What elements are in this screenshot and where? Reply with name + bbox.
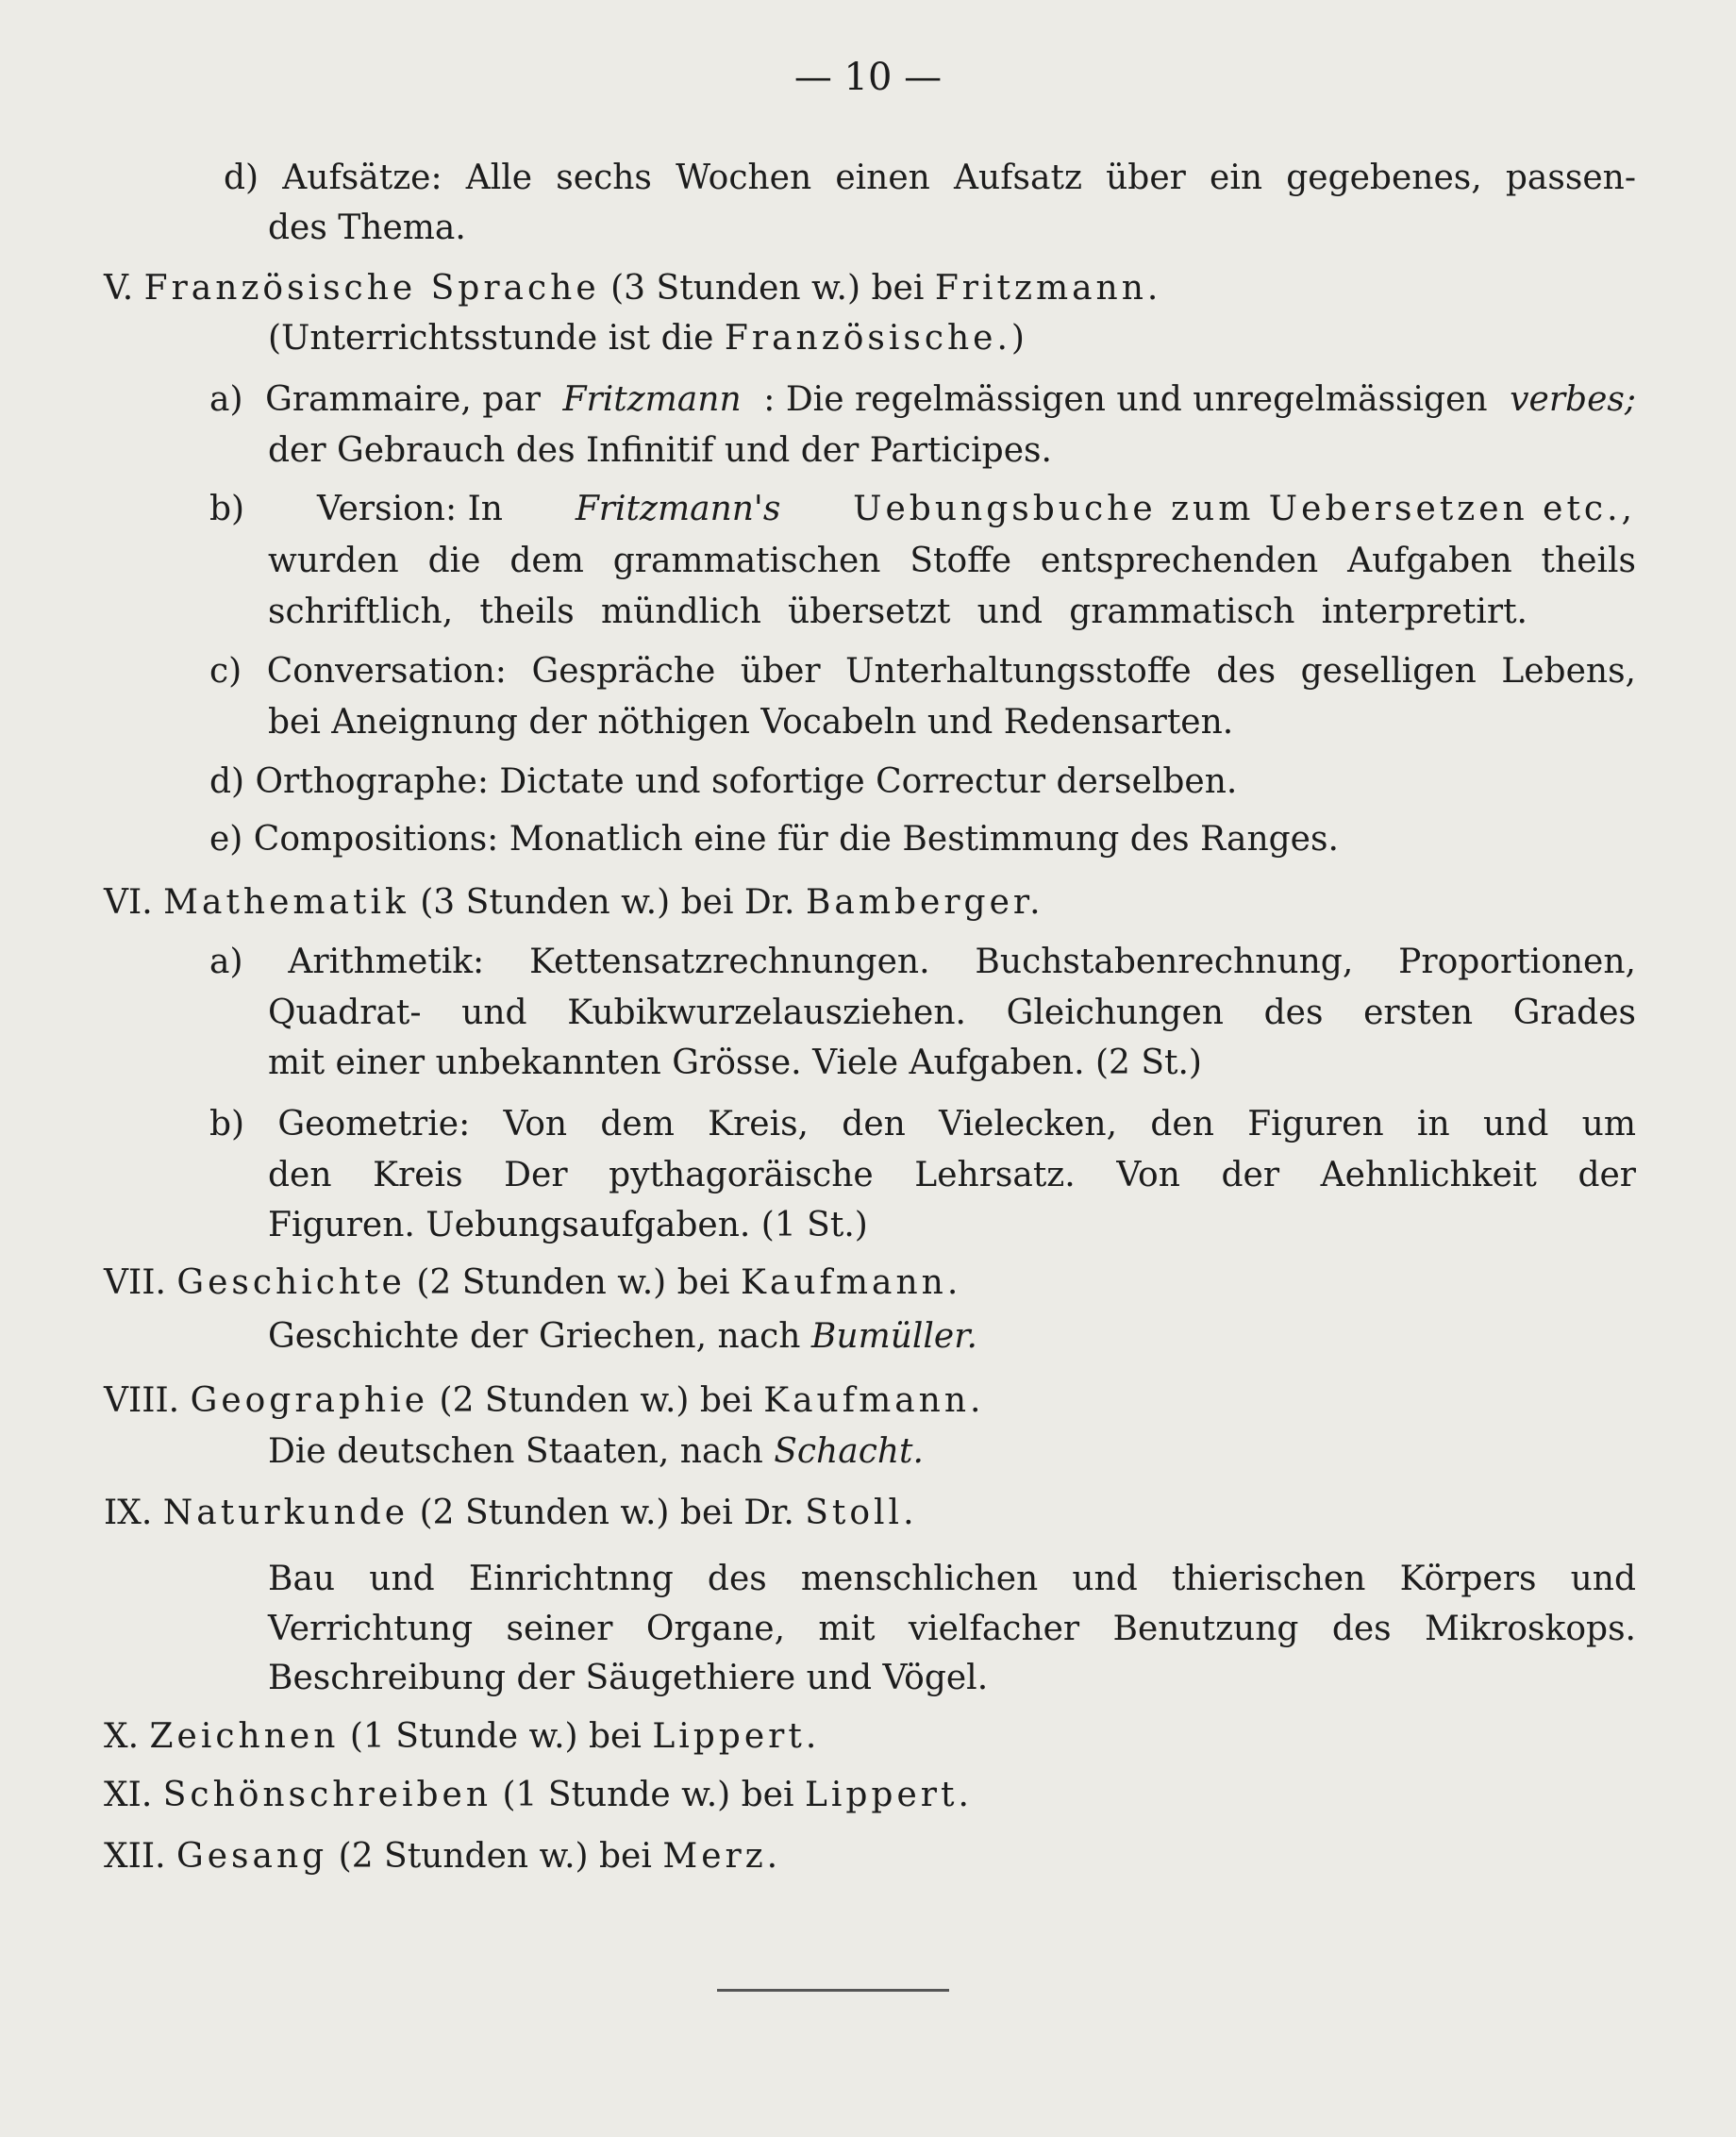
- section-number: V.: [104, 269, 134, 308]
- naturkunde-line-2: Verrichtung seiner Organe, mit vielfacher Benutzung des Mikroskops.: [268, 1610, 1636, 1648]
- subject-name: Französische Sprache: [143, 269, 600, 308]
- section-xii-heading: [104, 1834, 781, 1879]
- author-name: Schacht.: [774, 1432, 924, 1471]
- subject-name: Geographie: [190, 1381, 429, 1420]
- naturkunde-line-1: Bau und Einrichtnng des menschlichen und thierischen Körpers und: [268, 1560, 1636, 1598]
- section-number: X.: [104, 1717, 140, 1756]
- version-line-3: schriftlich, theils mündlich übersetzt und grammatisch interpretirt.: [268, 593, 1527, 631]
- hours: (3 Stunden w.) bei Dr.: [420, 883, 795, 922]
- version-title: Version: In: [316, 490, 503, 528]
- teacher-name: Merz.: [662, 1837, 782, 1876]
- hours: (2 Stunden w.) bei: [338, 1837, 652, 1876]
- orthographe-line: d) Orthographe: Dictate und sofortige Correctur derselben.: [209, 762, 1238, 801]
- naturkunde-line-3: Beschreibung der Säugethiere und Vögel.: [268, 1659, 989, 1697]
- aufsaetze-line-2: des Thema.: [268, 209, 466, 247]
- section-v-note: [268, 316, 1028, 361]
- grammaire-line-2: der Gebrauch des Infinitif und der Participes.: [268, 431, 1052, 470]
- author-name: Bumüller.: [810, 1317, 977, 1356]
- hours: (2 Stunden w.) bei: [439, 1381, 753, 1420]
- version-text: Uebungsbuche zum Uebersetzen etc.,: [853, 490, 1636, 528]
- subject-name: Mathematik: [163, 883, 409, 922]
- teacher-name: Lippert.: [804, 1776, 973, 1814]
- arithmetik-line-1: a) Arithmetik: Kettensatzrechnungen. Buchstabenrechnung, Proportionen,: [209, 943, 1636, 981]
- section-number: VII.: [104, 1263, 166, 1302]
- hours: (2 Stunden w.) bei: [416, 1263, 730, 1302]
- conversation-line-1: c) Conversation: Gespräche über Unterhaltungsstoffe des geselligen Lebens,: [209, 652, 1636, 691]
- version-line-2: wurden die dem grammatischen Stoffe entsprechenden Aufgaben theils: [268, 542, 1636, 580]
- verbes-term: verbes;: [1510, 380, 1636, 419]
- arithmetik-line-2: Quadrat- und Kubikwurzelausziehen. Gleichungen des ersten Grades: [268, 993, 1636, 1032]
- version-line-1: [209, 487, 1636, 532]
- subject-name: Zeichnen: [149, 1717, 340, 1756]
- grammaire-line-1: [209, 377, 1636, 423]
- section-number: XI.: [104, 1776, 153, 1814]
- section-vii-content: [268, 1314, 977, 1360]
- compositions-line: e) Compositions: Monatlich eine für die Bestimmung des Ranges.: [209, 820, 1339, 859]
- note-text: (Unterrichtsstunde ist die: [268, 319, 714, 358]
- teacher-name: Bamberger.: [805, 883, 1044, 922]
- geometrie-line-1: b) Geometrie: Von dem Kreis, den Vielecken, den Figuren in und um: [209, 1105, 1636, 1144]
- grammaire-text: : Die regelmässigen und unregelmässigen: [763, 380, 1488, 419]
- section-vii-heading: [104, 1260, 961, 1306]
- teacher-name: Kaufmann.: [763, 1381, 985, 1420]
- note-language: Französische.): [724, 319, 1028, 358]
- subject-name: Gesang: [175, 1837, 328, 1876]
- hours: (3 Stunden w.) bei: [610, 269, 925, 308]
- hours: (1 Stunde w.) bei: [502, 1776, 794, 1814]
- grammaire-title: Grammaire, par: [265, 380, 541, 419]
- aufsaetze-line-1: d) Aufsätze: Alle sechs Wochen einen Aufsatz über ein gegebenes, passen-: [224, 159, 1636, 197]
- section-xi-heading: [104, 1773, 973, 1818]
- subject-name: Naturkunde: [162, 1494, 409, 1532]
- teacher-name: Kaufmann.: [741, 1263, 962, 1302]
- subject-name: Geschichte: [176, 1263, 406, 1302]
- section-v-heading: [104, 266, 1161, 311]
- section-x-heading: [104, 1714, 820, 1760]
- conversation-line-2: bei Aneignung der nöthigen Vocabeln und Redensarten.: [268, 703, 1234, 742]
- section-ix-heading: [104, 1491, 918, 1536]
- hours: (1 Stunde w.) bei: [349, 1717, 642, 1756]
- content-text: Die deutschen Staaten, nach: [268, 1432, 763, 1471]
- section-viii-content: [268, 1429, 924, 1475]
- subject-name: Schönschreiben: [162, 1776, 492, 1814]
- geometrie-line-3: Figuren. Uebungsaufgaben. (1 St.): [268, 1206, 868, 1244]
- section-number: VIII.: [104, 1381, 180, 1420]
- author-name: Fritzmann's: [575, 490, 781, 528]
- content-text: Geschichte der Griechen, nach: [268, 1317, 801, 1356]
- arithmetik-line-3: mit einer unbekannten Grösse. Viele Aufgaben. (2 St.): [268, 1043, 1202, 1082]
- section-viii-heading: [104, 1378, 984, 1424]
- section-number: IX.: [104, 1494, 153, 1532]
- section-vi-heading: [104, 880, 1044, 926]
- teacher-name: Lippert.: [652, 1717, 821, 1756]
- item-label: a): [209, 380, 243, 419]
- teacher-name: Stoll.: [805, 1494, 918, 1532]
- geometrie-line-2: den Kreis Der pythagoräische Lehrsatz. Von der Aehnlichkeit der: [268, 1156, 1636, 1194]
- author-name: Fritzmann: [562, 380, 742, 419]
- page-number: — 10 —: [793, 56, 943, 99]
- hours: (2 Stunden w.) bei Dr.: [419, 1494, 794, 1532]
- section-number: XII.: [104, 1837, 166, 1876]
- end-rule: [717, 1989, 949, 1992]
- item-label: b): [209, 490, 245, 528]
- teacher-name: Fritzmann.: [934, 269, 1162, 308]
- section-number: VI.: [104, 883, 153, 922]
